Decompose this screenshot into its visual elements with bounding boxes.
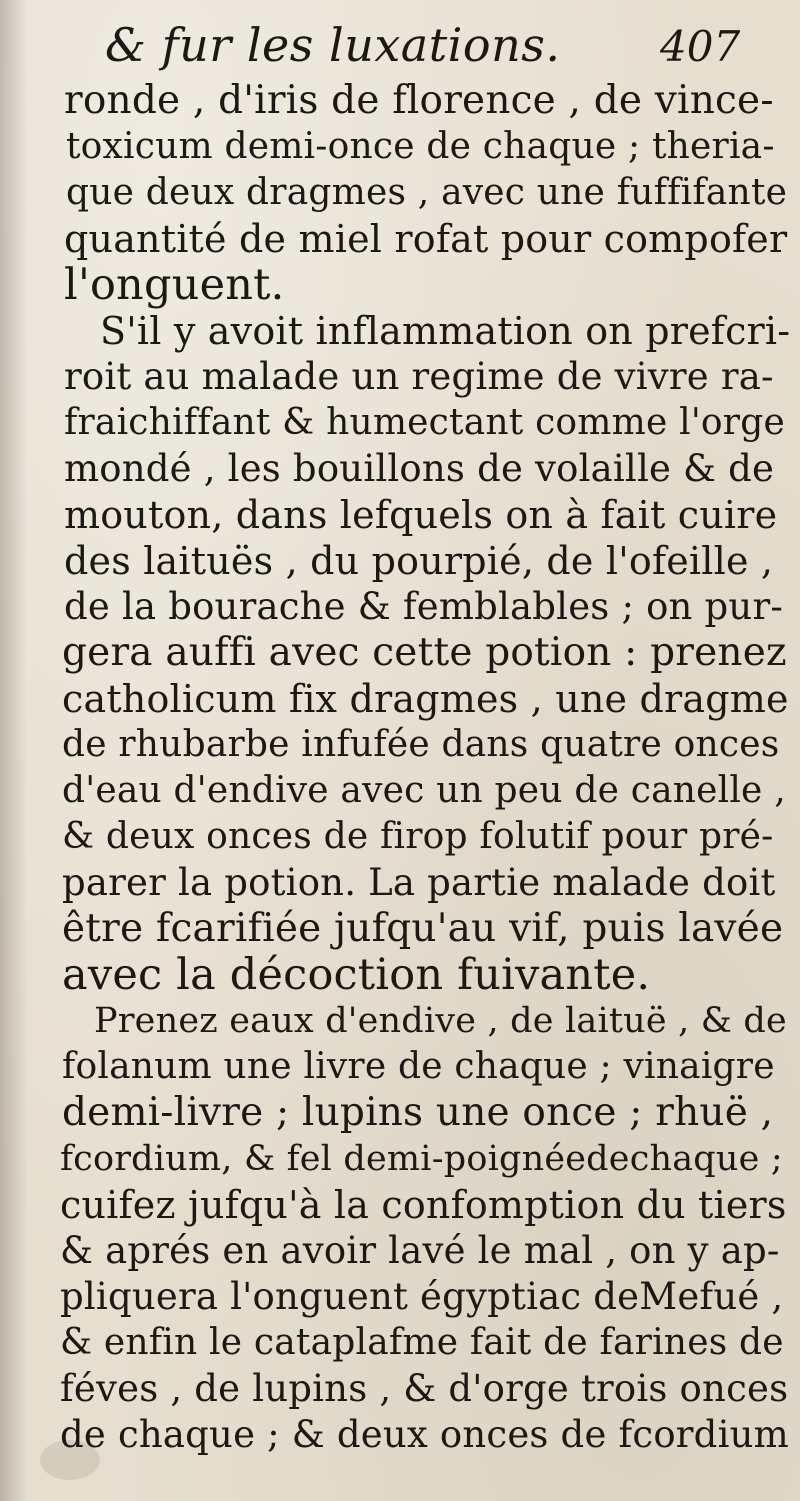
page-header bbox=[0, 18, 800, 78]
text-line: ronde , d'iris de florence , de vince- bbox=[64, 78, 774, 123]
text-line: féves , de lupins , & d'orge trois onces bbox=[60, 1367, 789, 1410]
text-line: fcordium, & fel demi-poignéedechaque ; bbox=[60, 1139, 783, 1179]
text-line: de rhubarbe infufée dans quatre onces bbox=[62, 724, 780, 765]
text-line: & aprés en avoir lavé le mal , on y ap- bbox=[60, 1229, 780, 1272]
text-line: & enfin le cataplafme fait de farines de bbox=[60, 1322, 784, 1363]
text-line: avec la décoction fuivante. bbox=[62, 950, 651, 1000]
text-line: S'il y avoit inflammation on prefcri- bbox=[100, 309, 791, 353]
text-line: pliquera l'onguent égyptiac deMefué , bbox=[60, 1275, 784, 1318]
text-line: catholicum fix dragmes , une dragme bbox=[62, 677, 789, 721]
text-line: que deux dragmes , avec une fuffifante bbox=[66, 172, 788, 213]
page-edge-shadow bbox=[0, 0, 28, 1501]
text-line: mondé , les bouillons de volaille & de bbox=[64, 447, 775, 490]
text-line: quantité de miel rofat pour compofer bbox=[64, 217, 788, 261]
text-line: de la bourache & femblables ; on pur- bbox=[64, 585, 784, 628]
text-line: & deux onces de firop folutif pour pré- bbox=[62, 816, 774, 857]
text-line: l'onguent. bbox=[64, 260, 285, 310]
text-line: fraichiffant & humectant comme l'orge bbox=[64, 402, 785, 443]
text-line: mouton, dans lefquels on à fait cuire bbox=[64, 493, 778, 537]
text-line: Prenez eaux d'endive , de laituë , & de bbox=[94, 1001, 787, 1041]
page-number: 407 bbox=[660, 22, 741, 71]
text-line: parer la potion. La partie malade doit bbox=[62, 861, 776, 904]
text-line: des laituës , du pourpié, de l'ofeille , bbox=[64, 539, 774, 583]
text-line: toxicum demi-once de chaque ; theria- bbox=[66, 126, 775, 167]
text-line: d'eau d'endive avec un peu de canelle , bbox=[62, 770, 786, 811]
running-title: & fur les luxations. bbox=[105, 18, 561, 72]
text-line: de chaque ; & deux onces de fcordium bbox=[60, 1413, 789, 1456]
text-line: gera auffi avec cette potion : prenez bbox=[62, 630, 787, 675]
text-line: roit au malade un regime de vivre ra- bbox=[64, 355, 774, 398]
text-line: cuifez jufqu'à la confomption du tiers bbox=[60, 1183, 787, 1227]
text-line: être fcarifiée jufqu'au vif, puis lavée bbox=[62, 906, 784, 951]
text-line: demi-livre ; lupins une once ; rhuë , bbox=[62, 1090, 774, 1135]
text-line: folanum une livre de chaque ; vinaigre bbox=[62, 1046, 775, 1087]
